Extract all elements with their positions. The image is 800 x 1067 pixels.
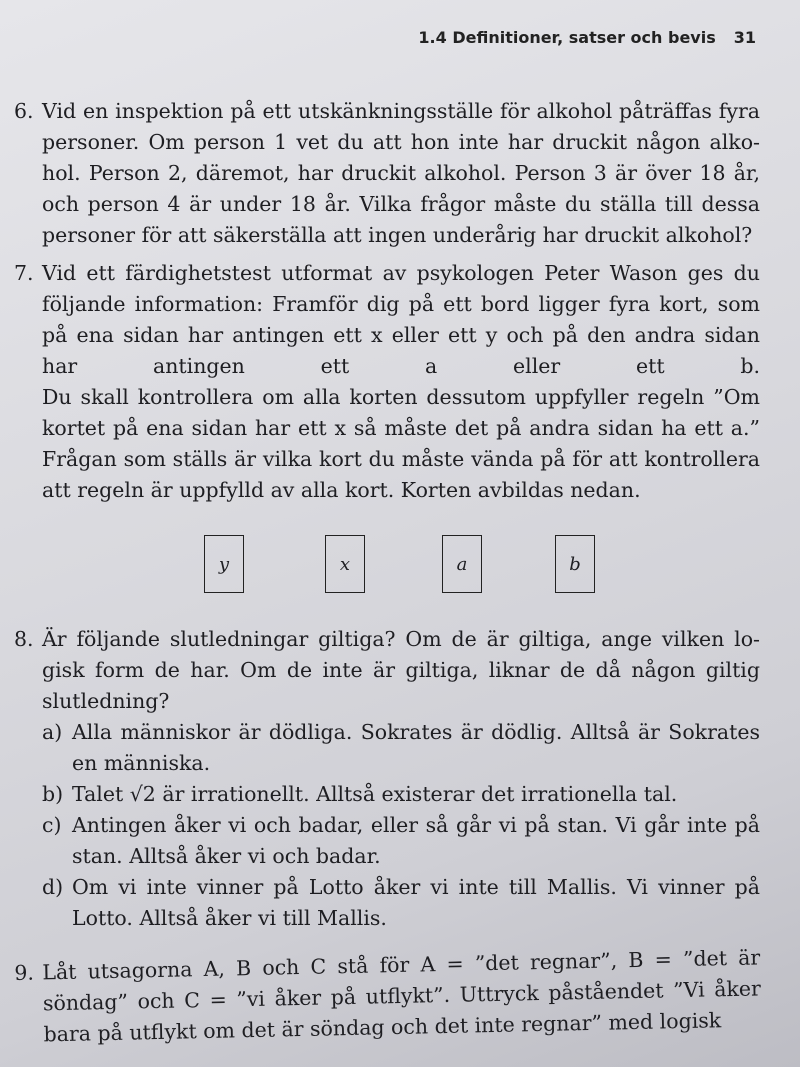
- text-line: hol. Person 2, däremot, har druckit alkohol. Person 3 är över 18 år,: [42, 161, 760, 185]
- text-line: Låt utsagorna A, B och C stå för A = ”det regnar”, B = ”det är: [42, 945, 761, 985]
- sub-question-label: d): [42, 875, 64, 899]
- text-line: Talet √2 är irrationellt. Alltså existerar det irrationella tal.: [72, 782, 678, 806]
- exercise-text: [72, 779, 760, 810]
- text-line: Alla människor är dödliga. Sokrates är dödlig. Alltså är Sokrates: [72, 720, 760, 744]
- text-line: gisk form de har. Om de inte är giltiga, liknar de då någon giltig: [42, 658, 760, 682]
- sub-question-label: a): [42, 720, 63, 744]
- text-line: Vid en inspektion på ett utskänkningsställe för alkohol påträffas fyra: [42, 99, 760, 123]
- exercise-text: [72, 717, 760, 779]
- text-line: på ena sidan har antingen ett x eller ett y och på den andra sidan: [42, 323, 760, 347]
- text-line: kortet på ena sidan har ett x så måste det på andra sidan ha ett a.”: [42, 416, 760, 440]
- exercise-text: [42, 258, 760, 506]
- text-line: en människa.: [72, 751, 211, 775]
- exercise-number: 8.: [14, 627, 34, 651]
- exercise-8: [14, 624, 760, 934]
- text-line: bara på utflykt om det är söndag och det inte regnar” med logisk: [43, 1008, 722, 1047]
- text-line: Du skall kontrollera om alla korten dessutom uppfyller regeln ”Om: [42, 385, 760, 409]
- text-line: söndag” och C = ”vi åker på utflykt”. Uttryck påståendet ”Vi åker: [42, 976, 762, 1016]
- card-b: b: [555, 535, 595, 593]
- text-line: Om vi inte vinner på Lotto åker vi inte till Mallis. Vi vinner på: [72, 875, 760, 899]
- exercise-9: [14, 942, 762, 1051]
- exercise-text: [72, 810, 760, 872]
- text-line: att regeln är uppfylld av alla kort. Korten avbildas nedan.: [42, 478, 641, 502]
- exercise-7: [14, 258, 760, 506]
- sub-question-a: [42, 717, 760, 779]
- exercise-text: [42, 96, 760, 251]
- sub-question-d: [42, 872, 760, 934]
- text-line: Lotto. Alltså åker vi till Mallis.: [72, 906, 387, 930]
- card-y: y: [204, 535, 244, 593]
- text-line: Vid ett färdighetstest utformat av psykologen Peter Wason ges du: [42, 261, 760, 285]
- page-number: 31: [733, 28, 756, 47]
- text-line: Antingen åker vi och badar, eller så går vi på stan. Vi går inte på: [72, 813, 760, 837]
- text-line: stan. Alltså åker vi och badar.: [72, 844, 381, 868]
- card-x: x: [325, 535, 365, 593]
- card-a: a: [442, 535, 482, 593]
- text-line: slutledning?: [42, 689, 170, 713]
- wason-cards: [0, 535, 800, 595]
- text-line: och person 4 är under 18 år. Vilka frågor måste du ställa till dessa: [42, 192, 760, 216]
- text-line: har antingen ett a eller ett b.: [42, 354, 760, 378]
- sub-question-c: [42, 810, 760, 872]
- exercise-text: [42, 624, 760, 717]
- sub-question-b: [42, 779, 760, 810]
- exercise-number: 9.: [14, 960, 35, 985]
- running-header: [418, 28, 756, 47]
- text-line: personer för att säkerställa att ingen underårig har druckit alkohol?: [42, 223, 753, 247]
- sub-question-label: b): [42, 782, 64, 806]
- text-line: följande information: Framför dig på ett bord ligger fyra kort, som: [42, 292, 760, 316]
- text-line: personer. Om person 1 vet du att hon inte har druckit någon alko-: [42, 130, 760, 154]
- exercise-6: [14, 96, 760, 251]
- exercise-text: [72, 872, 760, 934]
- section-title: 1.4 Definitioner, satser och bevis: [418, 28, 716, 47]
- exercise-text: [42, 942, 762, 1050]
- exercise-number: 7.: [14, 261, 34, 285]
- text-line: Frågan som ställs är vilka kort du måste vända på för att kontrollera: [42, 447, 760, 471]
- exercise-number: 6.: [14, 99, 34, 123]
- sub-question-label: c): [42, 813, 62, 837]
- text-line: Är följande slutledningar giltiga? Om de är giltiga, ange vilken lo-: [42, 627, 760, 651]
